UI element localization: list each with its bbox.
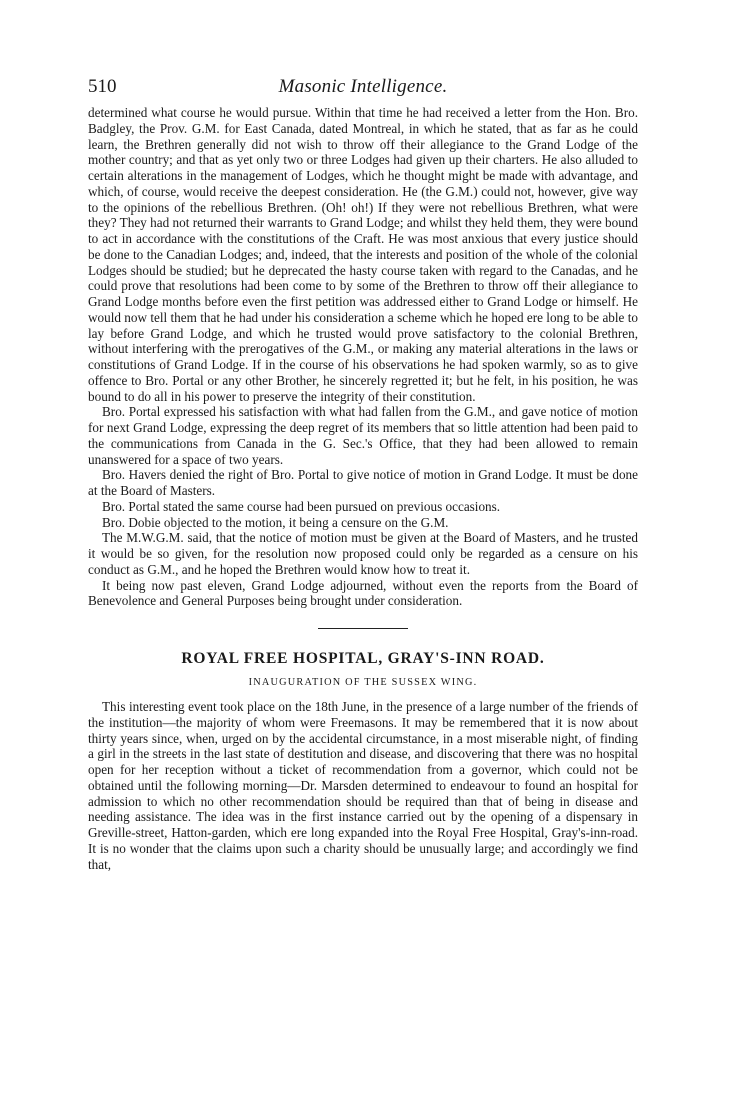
paragraph-mwgm: The M.W.G.M. said, that the notice of motion must be given at the Board of Masters, and he trusted it would be so given, for the resolution now proposed could only be regarded as a censure on his conduct as G.M., and he hoped the Brethren would know how to treat it. xyxy=(88,530,638,577)
paragraph-adjourned: It being now past eleven, Grand Lodge adjourned, without even the reports from the Board of Benevolence and General Purposes being brought under consideration. xyxy=(88,577,638,609)
page-header xyxy=(88,72,638,102)
paragraph-dobie: Bro. Dobie objected to the motion, it being a censure on the G.M. xyxy=(102,514,449,530)
paragraph-continued: determined what course he would pursue. Within that time he had received a letter from the Hon. Bro. Badgley, the Prov. G.M. for East Canada, dated Montreal, in which he stated, that as far as he could learn, the Brethren generally did not wish to throw off their allegiance to the Grand Lodge of the mother country; and that as yet only two or three Lodges had given up their charters. He also alluded to certain alterations in the management of Lodges, which he thought might be made with advantage, and which, of course, would receive the deepest consideration. He (the G.M.) could not, however, give way to the opinions of the rebellious Brethren. (Oh! oh!) If they were not rebellious Brethren, what were they? They had not returned their warrants to Grand Lodge; and whilst they held them, they were bound to act in accordance with the constitutions of the Craft. He was most anxious that every justice should be done to the Canadian Lodges; and, indeed, that the interests and position of the whole of the colonial Lodges should be studied; but he deprecated the hasty course taken with regard to the Canadas, and he could prove that resolutions had been come to by some of the Brethren to throw off their allegiance to Grand Lodge months before even the first petition was addressed either to Grand Lodge or himself. He would now tell them that he had under his consideration a scheme which he hoped ere long to be able to lay before Grand Lodge, and which he trusted would prove satisfactory to the colonial Brethren, without interfering with the prerogatives of the G.M., or making any material alterations in the laws or constitutions of Grand Lodge. If in the course of his observations he had spoken warmly, so as to give offence to Bro. Portal or any other Brother, he sincerely regretted it; but he felt, in his position, he was bound to do all in his power to preserve the integrity of their constitution. xyxy=(88,105,638,404)
journal-page xyxy=(88,72,638,872)
section-subtitle: INAUGURATION OF THE SUSSEX WING. xyxy=(248,677,478,688)
article-body xyxy=(88,105,638,872)
section-title: ROYAL FREE HOSPITAL, GRAY'S-INN ROAD. xyxy=(181,650,545,667)
section-divider xyxy=(318,628,408,629)
page-number: 510 xyxy=(88,76,117,97)
paragraph-havers: Bro. Havers denied the right of Bro. Portal to give notice of motion in Grand Lodge. It must be done at the Board of Masters. xyxy=(88,467,638,498)
paragraph-hospital: This interesting event took place on the 18th June, in the presence of a large number of the friends of the institution—the majority of whom were Freemasons. It may be remembered that it is now about thirty years since, when, urged on by the accidental circumstance, in a most miserable night, of finding a girl in the streets in the last state of destitution and disease, and discovering that there was no hospital open for her reception without a ticket of recommendation from a governor, which could not be obtained until the following morning—Dr. Marsden determined to endeavour to found an hospital for admission to which no other recommendation should be required than that of being in disease and needing assistance. The idea was in the first instance carried out by the opening of a dispensary in Greville-street, Hatton-garden, which ere long expanded into the Royal Free Hospital, Gray's-inn-road. It is no wonder that the claims upon such a charity should be unusually large; and accordingly we find that, xyxy=(88,699,638,872)
running-title: Masonic Intelligence. xyxy=(278,76,448,97)
paragraph-portal-statement: Bro. Portal stated the same course had been pursued on previous occasions. xyxy=(102,498,501,514)
paragraph-portal-motion: Bro. Portal expressed his satisfaction with what had fallen from the G.M., and gave notice of motion for next Grand Lodge, expressing the deep regret of its members that so little attention had been paid to the communications from Canada in the G. Sec.'s Office, that they had been allowed to remain unanswered for a space of two years. xyxy=(88,404,638,467)
